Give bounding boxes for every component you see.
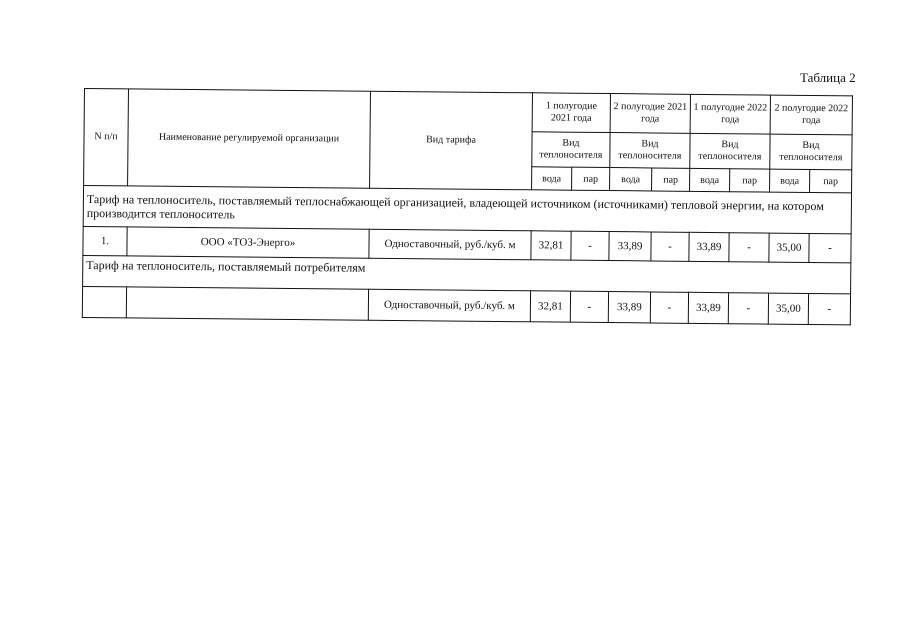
- header-period-2: 2 полугодие 2021 года: [610, 94, 690, 134]
- header-water-1: вода: [532, 167, 572, 190]
- row-value: -: [650, 292, 688, 323]
- header-period-4: 2 полугодие 2022 года: [770, 95, 852, 135]
- section-title-2: Тариф на теплоноситель, поставляемый потребителям: [83, 255, 851, 293]
- header-tariff: Вид тарифа: [370, 91, 533, 190]
- header-steam-4: пар: [810, 169, 852, 192]
- header-carrier-3: Вид теплоносителя: [690, 133, 770, 169]
- row-value: 35,00: [768, 293, 808, 324]
- section-title-1: Тариф на теплоноситель, поставляемый теплоснабжающей организацией, владеющей источником (источниками) тепловой энергии, на котором производится теплоноситель: [83, 186, 851, 234]
- row-num: [82, 286, 126, 317]
- row-value: -: [809, 233, 851, 262]
- row-org: ООО «ТОЗ-Энерго»: [127, 227, 369, 258]
- header-org: Наименование регулируемой организации: [128, 89, 371, 188]
- row-org: [126, 287, 368, 320]
- header-steam-3: пар: [730, 169, 770, 192]
- header-water-3: вода: [690, 168, 730, 191]
- header-steam-2: пар: [652, 168, 690, 191]
- table-row: [82, 286, 850, 324]
- header-steam-1: пар: [572, 167, 610, 190]
- row-value: 33,89: [609, 232, 651, 261]
- row-value: 33,89: [689, 232, 729, 261]
- header-carrier-4: Вид теплоносителя: [770, 134, 852, 170]
- row-tariff: Одноставочный, руб./куб. м: [368, 289, 530, 322]
- row-value: 32,81: [530, 291, 570, 322]
- header-period-3: 1 полугодие 2022 года: [690, 94, 770, 134]
- row-value: 32,81: [531, 231, 571, 260]
- row-tariff: Одноставочный, руб./куб. м: [369, 229, 531, 260]
- row-value: -: [570, 291, 608, 322]
- row-value: -: [729, 233, 769, 262]
- header-carrier-2: Вид теплоносителя: [610, 133, 690, 169]
- header-water-4: вода: [770, 169, 810, 192]
- header-num: N п/п: [84, 89, 129, 186]
- row-value: -: [651, 232, 689, 261]
- row-value: -: [571, 231, 609, 260]
- header-water-2: вода: [610, 168, 652, 191]
- row-value: 33,89: [688, 292, 728, 323]
- header-carrier-1: Вид теплоносителя: [532, 132, 610, 168]
- row-value: -: [728, 293, 768, 324]
- row-value: -: [808, 293, 850, 324]
- row-value: 35,00: [769, 233, 809, 262]
- row-num: 1.: [83, 226, 127, 255]
- row-value: 33,89: [608, 292, 650, 323]
- tariff-table: [82, 88, 852, 325]
- table-caption: Таблица 2: [800, 70, 856, 85]
- header-period-1: 1 полугодие 2021 года: [532, 93, 610, 133]
